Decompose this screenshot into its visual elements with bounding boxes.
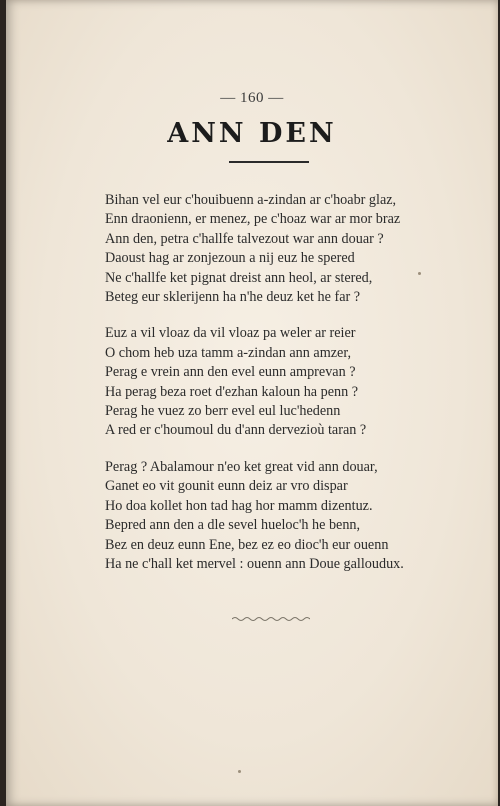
poem-line: Ne c'hallfe ket pignat dreist ann heol, ar stered, <box>105 269 373 286</box>
stanza <box>105 191 500 307</box>
poem-line: Bihan vel eur c'houibuenn a-zindan ar c'hoabr glaz, <box>105 192 397 208</box>
paper-speck <box>238 770 241 773</box>
poem-line: Ho doa kollet hon tad hag hor mamm dizentuz. <box>105 497 373 514</box>
poem-line: Perag he vuez zo berr evel eul luc'hedenn <box>105 403 341 420</box>
poem-line: Perag e vrein ann den evel eunn amprevan ? <box>105 364 356 381</box>
poem-line: Perag ? Abalamour n'eo ket great vid ann douar, <box>105 458 378 475</box>
title-rule <box>229 161 309 163</box>
poem-line: Ganet eo vit gounit eunn deiz ar vro dispar <box>105 478 348 495</box>
poem-line: Ha ne c'hall ket mervel : ouenn ann Doue galloudux. <box>105 555 404 572</box>
poem-body <box>105 191 500 591</box>
poem-line: Enn draonienn, er menez, pe c'hoaz war ar mor braz <box>105 211 401 228</box>
stanza <box>105 458 500 574</box>
stanza <box>105 324 500 440</box>
poem-line: O chom heb uza tamm a-zindan ann amzer, <box>105 344 352 361</box>
poem-line: Ann den, petra c'hallfe talvezout war ann douar ? <box>105 230 384 247</box>
book-page <box>6 0 498 806</box>
poem-title: ANN DEN <box>167 118 337 149</box>
poem-line: Beteg eur sklerijenn ha n'he deuz ket he far ? <box>105 289 361 306</box>
paper-speck <box>418 272 421 275</box>
poem-line: Euz a vil vloaz da vil vloaz pa weler ar reier <box>105 325 356 342</box>
end-ornament <box>232 616 310 622</box>
poem-line: A red er c'houmoul du d'ann dervezioù taran ? <box>105 422 367 439</box>
poem-line: Bepred ann den a dle sevel hueloc'h he benn, <box>105 517 361 534</box>
poem-line: Daoust hag ar zonjezoun a nij euz he spered <box>105 250 355 267</box>
poem-line: Ha perag beza roet d'ezhan kaloun ha penn ? <box>105 383 359 400</box>
page-number: — 160 — <box>220 90 284 106</box>
poem-line: Bez en deuz eunn Ene, bez ez eo dioc'h eur ouenn <box>105 536 389 553</box>
